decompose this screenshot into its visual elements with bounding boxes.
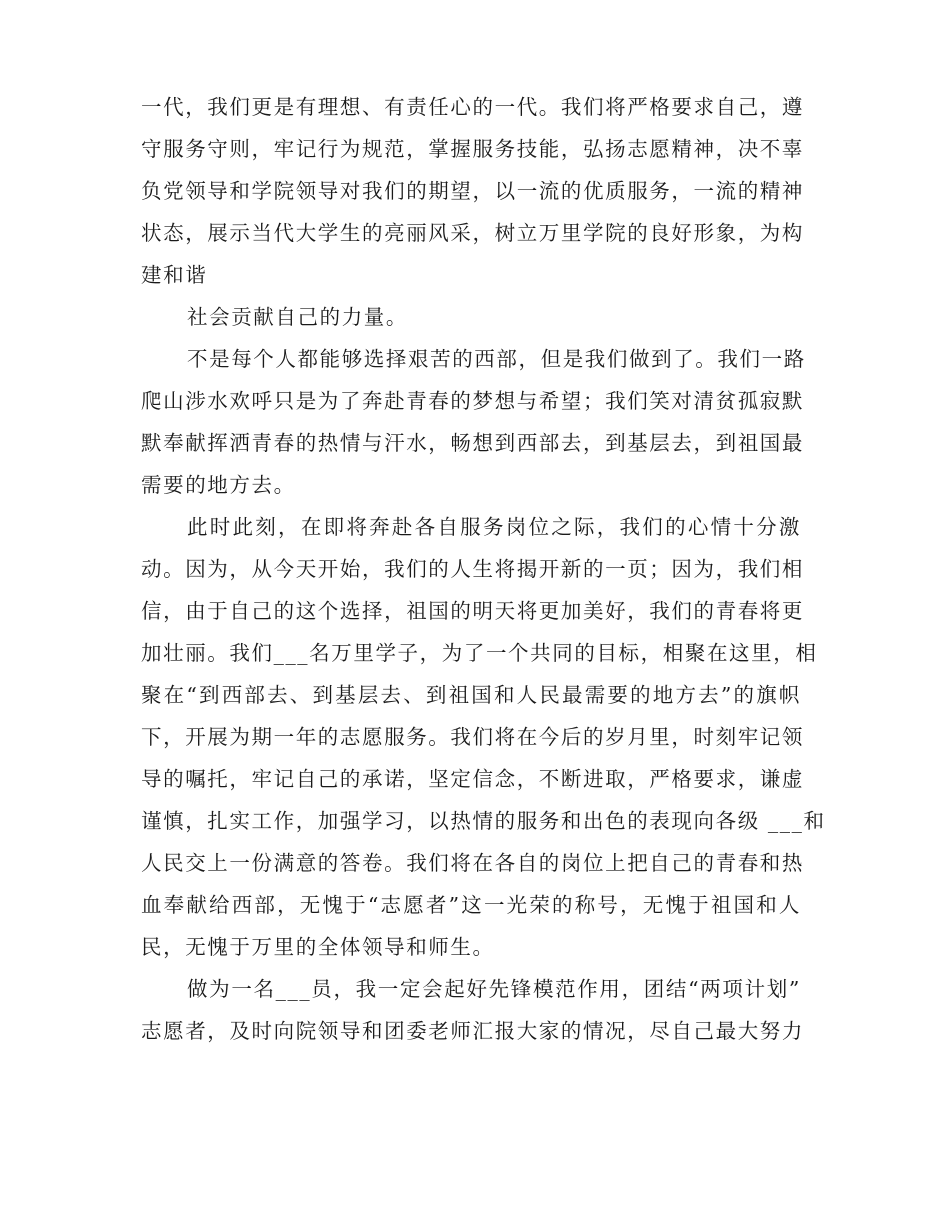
text-line: 血奉献给西部，无愧于“志愿者”这一光荣的称号，无愧于祖国和人 <box>141 893 801 917</box>
paragraph <box>141 968 804 1052</box>
text-line: 状态，展示当代大学生的亮丽风采，树立万里学院的良好形象，为构 <box>141 221 804 245</box>
text-line: 信，由于自己的这个选择，祖国的明天将更加美好，我们的青春将更 <box>141 599 804 623</box>
text-line: 做为一名___员，我一定会起好先锋模范作用，团结“两项计划” <box>187 977 801 1001</box>
text-line: 爬山涉水欢呼只是为了奔赴青春的梦想与希望；我们笑对清贫孤寂默 <box>141 389 804 413</box>
text-line: 负党领导和学院领导对我们的期望，以一流的优质服务，一流的精神 <box>141 179 804 203</box>
text-line: 一代，我们更是有理想、有责任心的一代。我们将严格要求自己，遵 <box>141 95 804 119</box>
text-line: 需要的地方去。 <box>141 473 296 497</box>
text-line: 导的嘱托，牢记自己的承诺，坚定信念，不断进取，严格要求，谦虚 <box>141 767 804 791</box>
text-line: 民，无愧于万里的全体领导和师生。 <box>141 935 495 959</box>
text-line: 默奉献挥洒青春的热情与汗水，畅想到西部去，到基层去，到祖国最 <box>141 431 804 455</box>
text-line: 守服务守则，牢记行为规范，掌握服务技能，弘扬志愿精神，决不辜 <box>141 137 804 161</box>
text-line: 此时此刻，在即将奔赴各自服务岗位之际，我们的心情十分激 <box>187 515 801 539</box>
document-page <box>141 86 826 1052</box>
text-line: 动。因为，从今天开始，我们的人生将揭开新的一页；因为，我们相 <box>141 557 804 581</box>
text-line: 下，开展为期一年的志愿服务。我们将在今后的岁月里，时刻牢记领 <box>141 725 804 749</box>
text-line: 社会贡献自己的力量。 <box>187 305 408 329</box>
paragraph <box>141 506 826 968</box>
text-line: 谨慎，扎实工作，加强学习，以热情的服务和出色的表现向各级 ___和 <box>141 809 826 833</box>
text-line: 人民交上一份满意的答卷。我们将在各自的岗位上把自己的青春和热 <box>141 851 804 875</box>
paragraph <box>141 86 804 296</box>
paragraph <box>141 296 801 338</box>
text-line: 聚在“到西部去、到基层去、到祖国和人民最需要的地方去”的旗帜 <box>141 683 801 707</box>
paragraph <box>141 338 806 506</box>
text-line: 建和谐 <box>141 263 208 287</box>
text-line: 不是每个人都能够选择艰苦的西部，但是我们做到了。我们一路 <box>187 347 806 371</box>
text-line: 志愿者，及时向院领导和团委老师汇报大家的情况，尽自己最大努力 <box>141 1019 804 1043</box>
text-line: 加壮丽。我们___名万里学子，为了一个共同的目标，相聚在这里，相 <box>141 641 818 665</box>
